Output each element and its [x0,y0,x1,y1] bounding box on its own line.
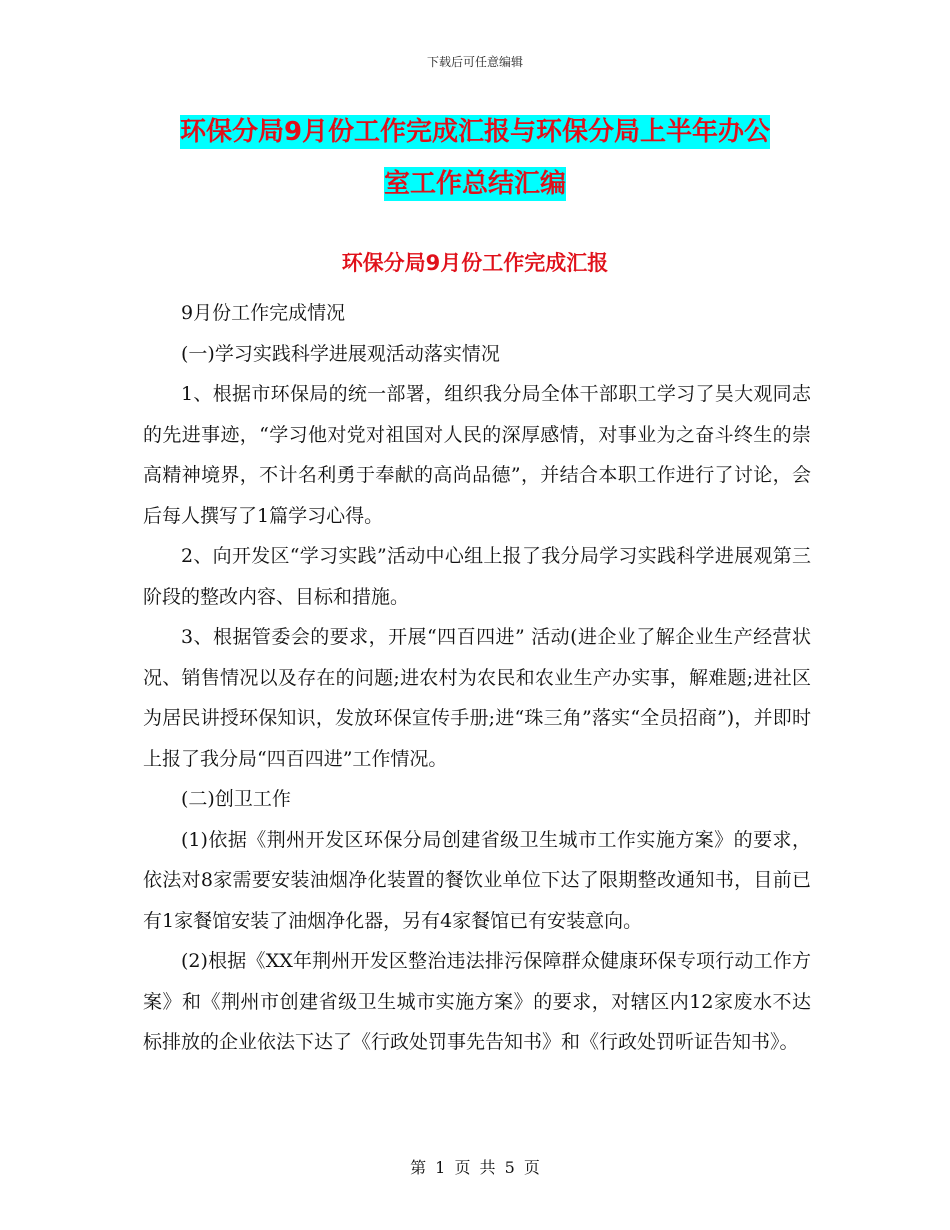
paragraph: (一)学习实践科学进展观活动落实情况 [181,342,500,365]
document-title-line-2: 室工作总结汇编 [383,169,566,199]
paragraph: (二)创卫工作 [181,788,291,810]
section-title: 环保分局9月份工作完成汇报 [341,251,609,275]
paragraph: 2、向开发区“学习实践”活动中心组上报了我分局学习实践科学进展观第三阶段的整改内容、目标和措施。 [143,545,811,608]
body-text [143,293,811,1063]
page-footer: 第 1 页 共 5 页 [410,1158,540,1177]
header-note: 下载后可任意编辑 [426,55,523,69]
paragraph: 3、根据管委会的要求，开展“四百四进” 活动(进企业了解企业生产经营状况、销售情况以及存在的问题;进农村为农民和农业生产办实事，解难题;进社区为居民讲授环保知识，发放环保宣传手册;进“珠三角”落实“全员招商”)，并即时上报了我分局“四百四进”工作情况。 [143,626,811,770]
document-title-line-1: 环保分局9月份工作完成汇报与环保分局上半年办公 [179,117,771,147]
paragraph: (1)依据《荆州开发区环保分局创建省级卫生城市工作实施方案》的要求，依法对8家需要安装油烟净化装置的餐饮业单位下达了限期整改通知书，目前已有1家餐馆安装了油烟净化器，另有4家餐馆已有安装意向。 [143,828,811,932]
paragraph: (2)根据《XX年荆州开发区整治违法排污保障群众健康环保专项行动工作方案》和《荆州市创建省级卫生城市实施方案》的要求，对辖区内12家废水不达标排放的企业依法下达了《行政处罚事先告知书》和《行政处罚听证告知书》。 [143,950,811,1053]
paragraph: 1、根据市环保局的统一部署，组织我分局全体干部职工学习了吴大观同志的先进事迹，“学习他对党对祖国对人民的深厚感情，对事业为之奋斗终生的崇高精神境界，不计名利勇于奉献的高尚品德”，并结合本职工作进行了讨论，会后每人撰写了1篇学习心得。 [143,383,811,527]
paragraph: 9月份工作完成情况 [181,302,346,324]
document-title [140,106,810,210]
